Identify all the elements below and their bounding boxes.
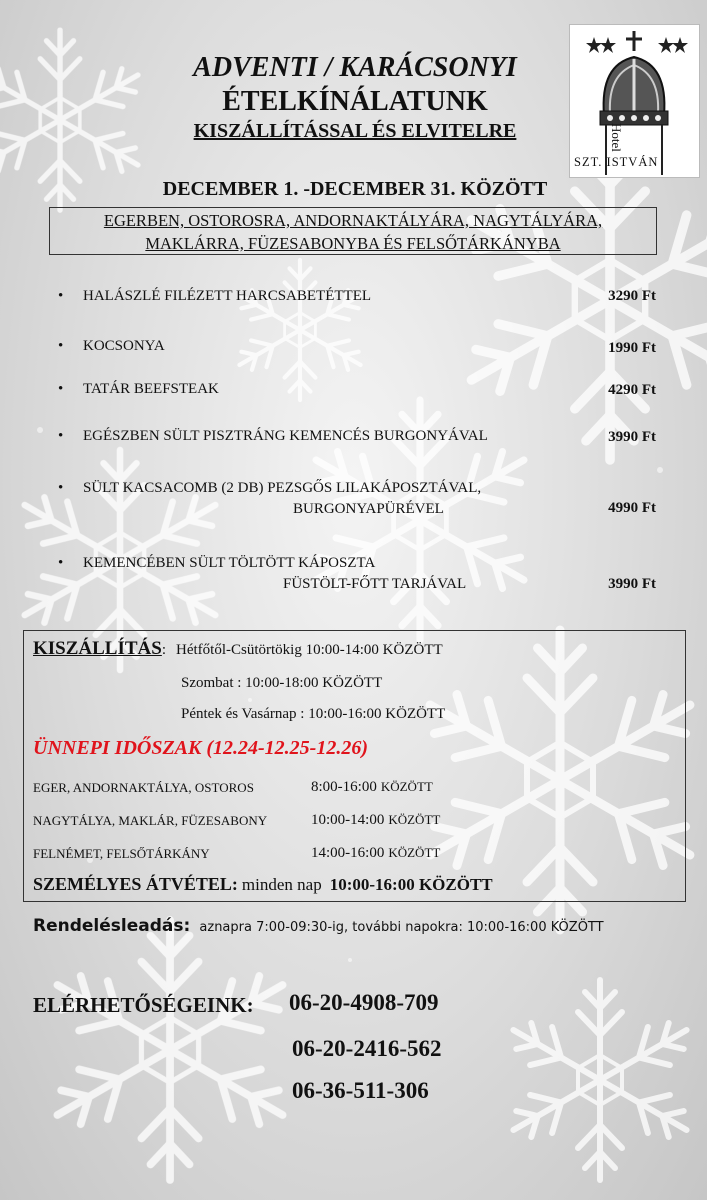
holiday-time: 10:00-14:00 KÖZÖTT <box>311 812 441 828</box>
delivery-weekday-hours: Hétfőtől-Csütörtökig 10:00-14:00 KÖZÖTT <box>176 642 443 658</box>
pickup-label: SZEMÉLYES ÁTVÉTEL: <box>33 874 238 894</box>
ordering-colon: : <box>183 916 191 936</box>
title-line-1: ADVENTI / KARÁCSONYI <box>193 52 517 83</box>
delivery-saturday-hours: Szombat : 10:00-18:00 KÖZÖTT <box>181 675 383 691</box>
pickup-days: minden nap <box>241 875 322 894</box>
menu-item-name: EGÉSZBEN SÜLT PISZTRÁNG KEMENCÉS BURGONYÁVAL <box>83 428 488 444</box>
holiday-place: NAGYTÁLYA, MAKLÁR, FÜZESABONY <box>33 813 268 828</box>
bullet: • <box>58 381 64 397</box>
menu-item-name: SÜLT KACSACOMB (2 DB) PEZSGŐS LILAKÁPOSZTÁVAL, <box>83 480 482 496</box>
holiday-time: 14:00-16:00 KÖZÖTT <box>311 845 441 861</box>
menu-item-name: TATÁR BEEFSTEAK <box>83 381 219 397</box>
delivery-friday-sunday-hours: Péntek és Vasárnap : 10:00-16:00 KÖZÖTT <box>181 706 446 722</box>
date-range: DECEMBER 1. -DECEMBER 31. KÖZÖTT <box>162 178 548 200</box>
hotel-logo <box>569 24 700 178</box>
delivery-weekday-row <box>33 638 443 660</box>
ordering-hours: aznapra 7:00-09:30-ig, további napokra: 10:00-16:00 KÖZÖTT <box>199 920 604 935</box>
delivery-info-box <box>23 630 686 902</box>
bullet: • <box>58 480 64 496</box>
holiday-period-title: ÜNNEPI IDŐSZAK (12.24-12.25-12.26) <box>33 737 368 759</box>
pickup-time: 10:00-16:00 KÖZÖTT <box>329 875 493 894</box>
bullet: • <box>58 338 64 354</box>
delivery-areas-box <box>49 207 657 255</box>
title-line-2: ÉTELKÍNÁLATUNK <box>222 86 488 117</box>
menu-item-price: 4990 Ft <box>608 500 656 516</box>
holiday-row <box>33 845 210 863</box>
phone-number[interactable]: 06-20-2416-562 <box>292 1036 442 1061</box>
holiday-place: EGER, ANDORNAKTÁLYA, OSTOROS <box>33 780 254 795</box>
menu-item-name: KOCSONYA <box>83 338 165 354</box>
menu-item-price: 3990 Ft <box>608 429 656 445</box>
holiday-place: FELNÉMET, FELSŐTÁRKÁNY <box>33 846 210 861</box>
ordering-row <box>33 916 604 936</box>
menu-item-price: 3990 Ft <box>608 576 656 592</box>
phone-number[interactable]: 06-20-4908-709 <box>289 990 439 1015</box>
bullet: • <box>58 555 64 571</box>
menu-item-name: HALÁSZLÉ FILÉZETT HARCSABETÉTTEL <box>83 288 372 304</box>
contacts-label: ELÉRHETŐSÉGEINK: <box>33 993 254 1017</box>
logo-name-text: SZT. ISTVÁN <box>574 155 659 169</box>
title-line-3: KISZÁLLÍTÁSSAL ÉS ELVITELRE <box>193 120 517 142</box>
holiday-row <box>33 779 254 797</box>
areas-line-2: MAKLÁRRA, FÜZESABONYBA ÉS FELSŐTÁRKÁNYBA <box>145 234 561 253</box>
delivery-label: KISZÁLLÍTÁS <box>33 638 162 659</box>
personal-pickup-row <box>33 874 493 895</box>
bullet: • <box>58 428 64 444</box>
delivery-colon: : <box>161 642 167 658</box>
snowflake-icon <box>232 260 369 400</box>
menu-item-name-continued: FÜSTÖLT-FŐTT TARJÁVAL <box>283 576 467 592</box>
menu-item-price: 4290 Ft <box>608 382 656 398</box>
bullet: • <box>58 288 64 304</box>
areas-line-1: EGERBEN, OSTOROSRA, ANDORNAKTÁLYÁRA, NAGYTÁLYÁRA, <box>103 211 603 230</box>
phone-number[interactable]: 06-36-511-306 <box>292 1078 429 1103</box>
menu-item-price: 3290 Ft <box>608 288 656 304</box>
menu-item-price: 1990 Ft <box>608 340 656 356</box>
menu-item-name-continued: BURGONYAPÜRÉVEL <box>293 501 444 517</box>
snowflake-icon <box>502 980 697 1180</box>
menu-item-name: KEMENCÉBEN SÜLT TÖLTÖTT KÁPOSZTA <box>83 555 376 571</box>
ordering-label: Rendelésleadás <box>33 916 184 936</box>
snowflake-icon <box>43 920 297 1180</box>
logo-hotel-text: Hotel <box>609 123 624 152</box>
holiday-row <box>33 812 267 830</box>
holiday-time: 8:00-16:00 KÖZÖTT <box>311 779 433 795</box>
